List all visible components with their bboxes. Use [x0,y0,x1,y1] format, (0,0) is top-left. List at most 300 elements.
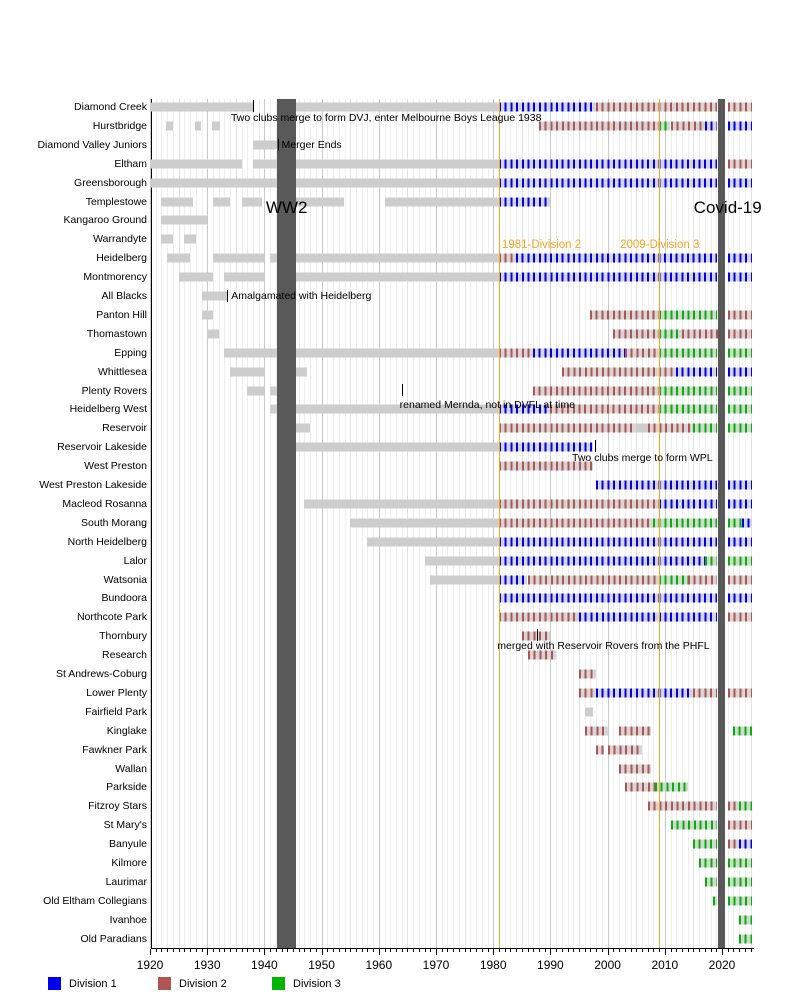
row-label-kangaroo-ground: Kangaroo Ground [63,214,147,227]
timeline-bar-hurstbridge-7 [728,121,752,130]
gridline-1930 [207,99,208,948]
row-label-thornbury: Thornbury [99,630,147,643]
row-label-reservoir-lakeside: Reservoir Lakeside [57,441,147,454]
x-tick-2016 [699,949,700,952]
timeline-bar-heidelberg-west-4 [659,405,717,414]
gridline-1952 [333,99,334,948]
x-tick-2015 [693,949,694,952]
x-tick-1967 [419,949,420,952]
timeline-bar-kinglake-0 [585,726,608,735]
annotation-text-reservoir-lakeside: Two clubs merge to form WPL [572,452,713,465]
timeline-bar-heidelberg-3 [296,254,499,263]
timeline-bar-south-morang-2 [653,518,717,527]
annotation-tick-diamond-valley-juniors [278,139,279,151]
x-tick-1960 [379,949,380,955]
gridline-1935 [236,99,237,948]
timeline-bar-panton-hill-2 [659,310,717,319]
timeline-bar-heidelberg-2 [270,254,277,263]
timeline-bar-northcote-park-1 [579,613,717,622]
timeline-bar-montmorency-0 [179,273,213,282]
x-tick-label-2010: 2010 [651,958,679,972]
x-tick-1987 [533,949,534,952]
timeline-bar-lalor-1 [499,556,705,565]
x-tick-2023 [739,949,740,952]
row-label-old-paradians: Old Paradians [80,932,147,945]
x-tick-1993 [568,949,569,952]
x-tick-1962 [390,949,391,952]
timeline-bar-diamond-creek-3 [596,103,717,112]
x-tick-1974 [459,949,460,952]
annotation-tick-plenty-rovers [402,384,403,396]
legend-item-division-2 [158,977,227,990]
timeline-bar-montmorency-1 [224,273,264,282]
timeline-bar-st-mary-s-1 [728,821,752,830]
x-tick-2009 [659,949,660,952]
timeline-bar-bundoora-1 [728,594,752,603]
2009-division-3-label: 2009-Division 3 [620,239,700,251]
gridline-1953 [339,99,340,948]
x-tick-2008 [653,949,654,952]
covid-band [718,99,725,948]
gridline-1927 [190,99,191,948]
x-tick-1976 [470,949,471,952]
row-label-lower-plenty: Lower Plenty [86,686,147,699]
x-tick-1957 [362,949,363,952]
gridline-1941 [270,99,271,948]
timeline-bar-panton-hill-3 [728,310,752,319]
timeline-bar-west-preston-lakeside-0 [596,481,717,490]
row-label-heidelberg: Heidelberg [96,252,147,265]
gridline-1934 [230,99,231,948]
row-label-wallan: Wallan [115,762,147,775]
x-tick-2020 [722,949,723,955]
timeline-bar-heidelberg-5 [516,254,717,263]
row-label-fawkner-park: Fawkner Park [82,743,147,756]
row-label-templestowe: Templestowe [85,195,147,208]
timeline-bar-whittlesea-3 [676,367,717,376]
x-tick-1944 [287,949,288,952]
covid-label: Covid-19 [693,198,762,217]
x-tick-1950 [322,949,323,955]
x-tick-1971 [442,949,443,952]
x-tick-1992 [562,949,563,952]
timeline-bar-diamond-creek-1 [296,103,499,112]
timeline-bar-kilmore-0 [699,859,717,868]
timeline-bar-plenty-rovers-3 [659,386,717,395]
legend-label-division-3: Division 3 [293,977,341,990]
timeline-bar-north-heidelberg-0 [367,537,499,546]
x-tick-2012 [676,949,677,952]
timeline-bar-watsonia-5 [728,575,752,584]
x-tick-1968 [425,949,426,952]
x-tick-1938 [253,949,254,952]
annotation-text-all-blacks: Amalgamated with Heidelberg [231,290,372,302]
timeline-bar-fawkner-park-1 [608,745,642,754]
timeline-bar-greensborough-3 [728,178,752,187]
row-label-warrandyte: Warrandyte [93,233,147,246]
x-tick-1948 [310,949,311,952]
x-tick-1961 [385,949,386,952]
timeline-bar-north-heidelberg-1 [499,537,718,546]
x-tick-2019 [716,949,717,952]
timeline-bar-heidelberg-west-5 [728,405,752,414]
timeline-bar-eltham-3 [499,159,718,168]
timeline-bar-plenty-rovers-2 [533,386,659,395]
x-tick-label-1980: 1980 [479,958,507,972]
x-tick-2006 [642,949,643,952]
gridline-1951 [327,99,328,948]
timeline-bar-whittlesea-0 [230,367,264,376]
timeline-bar-ivanhoe-0 [739,915,752,924]
x-tick-1990 [550,949,551,955]
timeline-bar-templestowe-0 [161,197,193,206]
timeline-bar-montmorency-3 [499,273,718,282]
timeline-bar-diamond-creek-0 [150,103,253,112]
gridline-1928 [196,99,197,948]
row-label-montmorency: Montmorency [83,271,147,284]
timeline-bar-old-eltham-collegians-0 [713,896,717,905]
row-label-whittlesea: Whittlesea [97,365,147,378]
timeline-bar-reservoir-lakeside-1 [499,443,593,452]
row-label-west-preston: West Preston [84,460,147,473]
x-tick-2005 [636,949,637,952]
gridline-1950 [322,99,323,948]
gridline-1924 [173,99,174,948]
timeline-bar-lalor-3 [728,556,752,565]
x-tick-1979 [488,949,489,952]
timeline-bar-reservoir-5 [728,424,752,433]
annotation-tick-diamond-creek [253,100,254,112]
row-label-watsonia: Watsonia [103,573,147,586]
timeline-bar-st-andrews-coburg-0 [579,670,596,679]
x-tick-1989 [545,949,546,952]
timeline-bar-south-morang-1 [499,518,653,527]
gridline-1933 [224,99,225,948]
x-tick-1999 [602,949,603,952]
x-tick-1931 [213,949,214,952]
timeline-bar-northcote-park-2 [728,613,752,622]
timeline-bar-montmorency-4 [728,273,752,282]
timeline-bar-thomastown-3 [682,329,718,338]
y-axis-spine [151,99,152,948]
x-tick-1924 [173,949,174,952]
x-tick-2017 [705,949,706,952]
timeline-bar-laurimar-0 [705,877,718,886]
x-tick-1995 [579,949,580,952]
x-tick-2001 [613,949,614,952]
gridline-1936 [242,99,243,948]
timeline-bar-montmorency-2 [296,273,499,282]
x-tick-1954 [345,949,346,952]
timeline-bar-epping-1 [499,348,533,357]
x-tick-1939 [259,949,260,952]
timeline-bar-epping-5 [728,348,752,357]
timeline-bar-whittlesea-1 [296,367,307,376]
x-tick-2022 [733,949,734,952]
x-tick-1932 [219,949,220,952]
x-tick-label-1970: 1970 [422,958,450,972]
x-tick-1927 [190,949,191,952]
gridline-1926 [184,99,185,948]
timeline-bar-lalor-2 [705,556,718,565]
timeline-bar-greensborough-1 [296,178,499,187]
gridline-1946 [299,99,300,948]
x-tick-1946 [299,949,300,952]
timeline-bar-kangaroo-ground-0 [161,216,207,225]
x-tick-2004 [631,949,632,952]
x-tick-1947 [304,949,305,952]
x-tick-1920 [150,949,151,955]
timeline-bar-eltham-1 [253,159,277,168]
x-tick-1973 [453,949,454,952]
x-tick-1966 [413,949,414,952]
row-label-bundoora: Bundoora [101,592,147,605]
row-label-hurstbridge: Hurstbridge [92,119,147,132]
x-tick-1977 [476,949,477,952]
x-tick-1970 [436,949,437,955]
gridline-1923 [167,99,168,948]
row-label-eltham: Eltham [114,157,147,170]
timeline-bar-diamond-valley-juniors-0 [253,140,278,149]
x-tick-2003 [625,949,626,952]
annotation-tick-reservoir-lakeside [595,440,596,452]
x-tick-1963 [396,949,397,952]
gridline-1925 [179,99,180,948]
timeline-bar-watsonia-2 [528,575,660,584]
x-tick-label-1930: 1930 [193,958,221,972]
timeline-bar-thomastown-2 [659,329,682,338]
timeline-bar-warrandyte-0 [161,235,172,244]
timeline-bar-diamond-creek-4 [728,103,752,112]
row-label-research: Research [102,649,147,662]
timeline-bar-plenty-rovers-4 [728,386,752,395]
timeline-bar-heidelberg-west-0 [270,405,277,414]
x-tick-1933 [224,949,225,952]
legend-swatch-division-2 [158,977,171,990]
timeline-bar-st-mary-s-0 [671,821,718,830]
timeline-bar-old-eltham-collegians-1 [728,896,752,905]
timeline-bar-lalor-0 [425,556,499,565]
timeline-bar-heidelberg-0 [167,254,190,263]
timeline-bar-plenty-rovers-1 [270,386,277,395]
x-tick-label-1940: 1940 [251,958,278,972]
x-tick-1998 [596,949,597,952]
x-tick-1937 [247,949,248,952]
x-tick-1965 [407,949,408,952]
timeline-bar-laurimar-1 [728,877,752,886]
x-tick-1958 [367,949,368,952]
timeline-bar-hurstbridge-4 [659,121,670,130]
x-tick-1923 [167,949,168,952]
x-tick-1929 [202,949,203,952]
annotation-text-thornbury: merged with Reservoir Rovers from the PHFL [497,640,710,653]
timeline-bar-heidelberg-4 [499,254,516,263]
gridline-1940 [264,99,265,948]
row-label-fitzroy-stars: Fitzroy Stars [88,800,147,813]
x-tick-label-1960: 1960 [365,958,393,972]
timeline-bar-hurstbridge-3 [539,121,659,130]
timeline-bar-banyule-0 [693,840,717,849]
gridline-1948 [310,99,311,948]
x-tick-1985 [522,949,523,952]
x-tick-1972 [447,949,448,952]
row-label-st-andrews-coburg: St Andrews-Coburg [55,668,147,680]
timeline-bar-west-preston-lakeside-1 [728,481,752,490]
row-label-heidelberg-west: Heidelberg West [69,403,147,416]
x-tick-1975 [465,949,466,952]
timeline-bar-macleod-rosanna-0 [304,499,499,508]
gridline-1938 [253,99,254,948]
timeline-bar-templestowe-4 [385,197,499,206]
x-tick-1956 [356,949,357,952]
x-tick-1983 [510,949,511,952]
x-tick-1981 [499,949,500,952]
x-tick-1942 [276,949,277,952]
x-tick-1943 [282,949,283,952]
timeline-bar-macleod-rosanna-2 [659,499,717,508]
timeline-bar-hurstbridge-6 [705,121,718,130]
timeline-bar-kinglake-2 [733,726,751,735]
x-tick-1964 [402,949,403,952]
x-tick-1959 [373,949,374,952]
timeline-bar-macleod-rosanna-3 [728,499,752,508]
x-tick-2011 [671,949,672,952]
timeline-bar-diamond-creek-2 [499,103,596,112]
legend-label-division-2: Division 2 [179,977,227,990]
timeline-bar-panton-hill-0 [202,310,213,319]
timeline-bar-lower-plenty-1 [596,688,693,697]
row-label-thomastown: Thomastown [86,327,147,340]
timeline-bar-watsonia-3 [659,575,688,584]
row-label-kilmore: Kilmore [111,857,147,869]
x-tick-2014 [688,949,689,952]
timeline-bar-thomastown-0 [207,329,218,338]
row-label-south-morang: South Morang [81,516,147,529]
x-tick-2007 [648,949,649,952]
x-tick-label-1950: 1950 [308,958,335,972]
x-tick-2010 [665,949,666,955]
row-label-fairfield-park: Fairfield Park [85,705,147,718]
timeline-bar-warrandyte-1 [184,235,195,244]
x-tick-1982 [505,949,506,952]
row-label-plenty-rovers: Plenty Rovers [81,384,147,397]
timeline-bar-lower-plenty-3 [728,688,752,697]
legend-label-division-1: Division 1 [69,977,117,990]
row-label-panton-hill: Panton Hill [96,308,147,321]
timeline-bar-north-heidelberg-2 [728,537,752,546]
gridline-1949 [316,99,317,948]
timeline-bar-fitzroy-stars-2 [739,802,752,811]
ww2-label: WW2 [265,198,308,217]
row-label-all-blacks: All Blacks [101,290,147,302]
timeline-bar-eltham-0 [150,159,242,168]
x-tick-1928 [196,949,197,952]
x-tick-1930 [207,949,208,955]
timeline-bar-northcote-park-0 [499,613,579,622]
x-tick-1926 [184,949,185,952]
row-label-st-mary-s: St Mary's [103,819,147,832]
timeline-bar-macleod-rosanna-1 [499,499,659,508]
annotation-text-diamond-valley-juniors: Merger Ends [281,138,342,151]
row-label-diamond-creek: Diamond Creek [74,101,147,113]
timeline-bar-greensborough-0 [150,178,277,187]
timeline-bar-greensborough-2 [499,178,718,187]
legend-swatch-division-1 [48,977,61,990]
timeline-bar-fairfield-park-0 [585,707,594,716]
x-tick-1952 [333,949,334,952]
x-tick-1994 [573,949,574,952]
timeline-bar-reservoir-3 [648,424,694,433]
timeline-bar-watsonia-1 [499,575,528,584]
row-label-greensborough: Greensborough [74,176,147,189]
row-label-old-eltham-collegians: Old Eltham Collegians [43,894,147,907]
x-tick-label-1920: 1920 [136,958,164,972]
timeline-bar-heidelberg-1 [213,254,265,263]
timeline-bar-templestowe-2 [242,197,262,206]
timeline-bar-heidelberg-6 [728,254,752,263]
annotation-text-diamond-creek: Two clubs merge to form DVJ, enter Melbourne Boys League 1938 [230,112,542,124]
x-tick-1935 [236,949,237,952]
x-tick-2018 [711,949,712,952]
gridline-1954 [345,99,346,948]
x-tick-1980 [493,949,494,955]
timeline-bar-fitzroy-stars-1 [728,802,739,811]
ww2-band [277,99,296,948]
x-tick-1945 [293,949,294,952]
x-tick-1969 [430,949,431,952]
timeline-bar-all-blacks-0 [202,292,228,301]
timeline-bar-south-morang-3 [728,518,742,527]
timeline-bar-hurstbridge-0 [166,121,173,130]
timeline-bar-epping-0 [224,348,499,357]
timeline-bar-eltham-4 [728,159,752,168]
timeline-bar-kinglake-1 [619,726,651,735]
timeline-bar-banyule-2 [739,840,752,849]
timeline-bar-bundoora-0 [499,594,718,603]
x-tick-label-2020: 2020 [708,958,736,972]
row-label-reservoir: Reservoir [102,422,147,435]
x-tick-1922 [161,949,162,952]
timeline-bar-epping-3 [625,348,659,357]
x-tick-2013 [682,949,683,952]
legend-item-division-1 [48,977,117,990]
x-tick-1978 [482,949,483,952]
timeline-bar-hurstbridge-1 [195,121,202,130]
row-label-north-heidelberg: North Heidelberg [67,535,147,548]
annotation-text-plenty-rovers: renamed Mernda, not in DVFL at time [399,398,575,411]
x-tick-1951 [327,949,328,952]
timeline-bar-reservoir-4 [693,424,717,433]
x-tick-1936 [242,949,243,952]
gridline-1921 [156,99,157,948]
timeline-bar-thomastown-4 [728,329,752,338]
timeline-bar-lower-plenty-2 [693,688,717,697]
timeline-bar-reservoir-1 [499,424,636,433]
x-tick-1934 [230,949,231,952]
gridline-1929 [202,99,203,948]
legend-item-division-3 [272,977,341,990]
timeline-bar-wallan-0 [619,764,651,773]
x-tick-1996 [585,949,586,952]
x-tick-1991 [556,949,557,952]
gridline-1922 [161,99,162,948]
row-label-ivanhoe: Ivanhoe [109,913,147,926]
timeline-bar-banyule-1 [728,840,739,849]
gridline-1947 [304,99,305,948]
row-label-northcote-park: Northcote Park [76,611,147,624]
1981-division-2-line [499,99,500,948]
timeline-bar-watsonia-4 [688,575,718,584]
